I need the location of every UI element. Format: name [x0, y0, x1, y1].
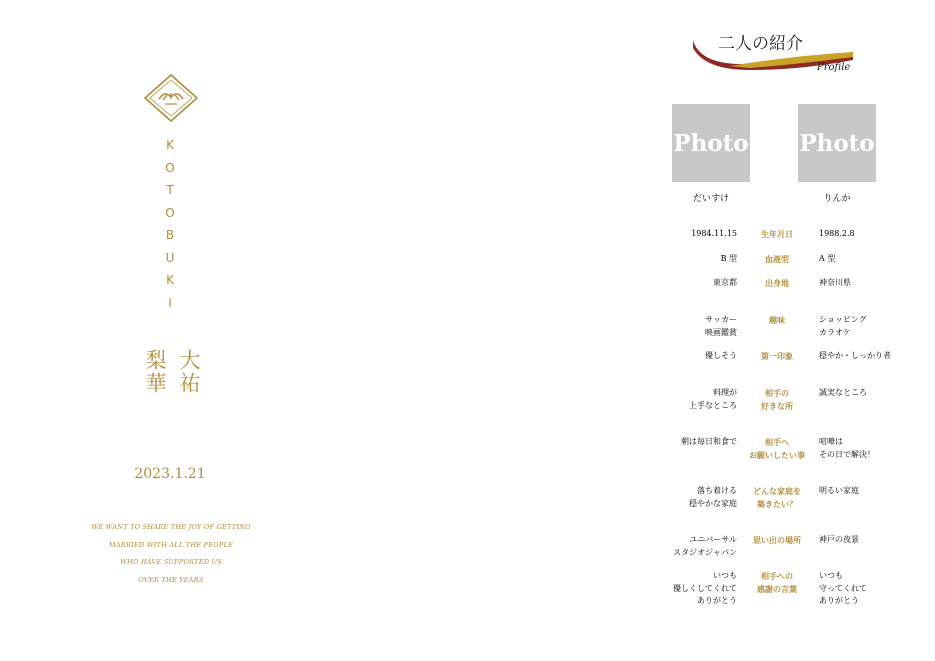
bride-value-line: ありがとう [819, 596, 859, 605]
groom-value-line: 優しくしてくれて [673, 583, 737, 593]
brand-letter: K [166, 273, 174, 287]
row-label-line: 好きな所 [761, 400, 793, 411]
row-label-line: 相手へ [765, 437, 789, 447]
bride-value-line: 神奈川県 [819, 278, 851, 287]
profile-title-banner [690, 26, 860, 76]
profile-row [640, 314, 920, 354]
message-line: MARRIED WITH ALL THE PEOPLE [108, 540, 234, 549]
bride-value [819, 570, 867, 608]
row-label [744, 253, 810, 266]
message-line: OVER THE YEARS [138, 575, 204, 584]
groom-value [681, 436, 737, 449]
groom-value [673, 570, 737, 608]
row-label-line: 感謝の言葉 [757, 583, 797, 594]
row-label [744, 436, 810, 461]
profile-row [640, 436, 920, 476]
groom-value [713, 277, 737, 290]
bride-value-line: 1988.2.8 [819, 229, 855, 238]
bride-value [819, 253, 835, 266]
profile-row [640, 485, 920, 525]
groom-value-line: 落ち着ける [697, 486, 737, 495]
groom-value-line: いつも [713, 571, 737, 580]
row-label [744, 314, 810, 327]
groom-value-line: 朝は毎日和食で [681, 437, 737, 446]
groom-name-kana: だいすけ [692, 194, 729, 204]
brand-letter: O [165, 205, 175, 220]
row-label-line: 血液型 [765, 254, 789, 264]
bride-value-line: A 型 [819, 254, 836, 263]
profile-row [640, 387, 920, 427]
wedding-date: 2023.1.21 [134, 466, 206, 482]
row-label [744, 350, 810, 363]
bride-value [819, 436, 875, 461]
bride-photo-placeholder: Photo [798, 104, 876, 182]
row-label-line: 相手への [761, 571, 793, 581]
bride-value [819, 228, 855, 241]
bride-value-line: 穏やか・しっかり者 [819, 351, 891, 360]
groom-value [721, 253, 737, 266]
groom-value-line: スタジオジャパン [673, 547, 737, 557]
row-label [744, 228, 810, 241]
profile-row [640, 570, 920, 610]
groom-value-line: 東京都 [713, 278, 737, 287]
bride-value [819, 387, 867, 400]
message-block [80, 519, 262, 589]
row-label-line: 思い出の場所 [753, 535, 801, 545]
profile-row [640, 534, 920, 574]
profile-row [640, 277, 920, 317]
brand-letter: B [165, 228, 175, 242]
groom-value [689, 387, 737, 412]
groom-value-line: ユニバーサル [689, 535, 737, 544]
groom-value [691, 228, 737, 241]
groom-value-line: 上手なところ [689, 400, 737, 410]
row-label [744, 387, 810, 412]
brand-letter: I [168, 295, 172, 310]
brand-letter: K [166, 138, 174, 152]
bride-value [819, 350, 891, 363]
brand-letter: U [165, 250, 175, 265]
bride-name-kana: りんか [823, 194, 851, 204]
row-label-line: 出身地 [765, 278, 789, 288]
brand-letter: T [166, 183, 174, 197]
bride-value-line: いつも [819, 571, 843, 580]
bride-value [819, 277, 851, 290]
bride-value-line: 喧嘩は [819, 437, 843, 446]
bride-value-line: 誠実なところ [819, 388, 867, 397]
bride-value-line: カラオケ [819, 327, 851, 337]
groom-value [689, 485, 737, 510]
groom-value-line: 1984.11.15 [691, 229, 737, 238]
row-label-line: 趣味 [769, 315, 785, 325]
brand-letter: O [165, 160, 175, 175]
kotobuki-emblem-icon [143, 73, 199, 123]
bride-value-line: ショッピング [819, 315, 867, 324]
row-label-line: お願いしたい事 [749, 449, 805, 460]
groom-value [705, 314, 737, 339]
profile-row [640, 350, 920, 390]
groom-value-line: 穏やかな家庭 [689, 498, 737, 508]
row-label-line: 築きたい？ [757, 498, 797, 509]
bride-value-line: 神戸の夜景 [819, 535, 859, 544]
groom-photo-placeholder: Photo [672, 104, 750, 182]
row-label [744, 277, 810, 290]
row-label [744, 570, 810, 595]
bride-value-line: その日で解決！ [819, 449, 875, 459]
row-label-line: どんな家庭を [753, 486, 801, 496]
bride-value [819, 534, 859, 547]
brand-vertical [160, 134, 180, 314]
groom-value-line: サッカー [705, 315, 737, 324]
groom-value-line: B 型 [720, 254, 737, 263]
groom-value [705, 350, 737, 363]
groom-name-vertical: 大祐 [177, 349, 201, 395]
row-label-line: 第一印象 [761, 351, 793, 361]
groom-value [673, 534, 737, 559]
bride-value-line: 明るい家庭 [819, 486, 859, 495]
row-label-line: 相手の [765, 388, 789, 398]
bride-name-vertical: 梨華 [143, 349, 167, 395]
groom-value-line: 優しそう [705, 351, 737, 360]
groom-value-line: 料理が [713, 388, 737, 397]
row-label-line: 生年月日 [761, 229, 793, 239]
row-label [744, 485, 810, 510]
bride-value-line: 守ってくれて [819, 583, 867, 593]
row-label [744, 534, 810, 547]
message-line: WE WANT TO SHARE THE JOY OF GETTING [91, 523, 251, 531]
bride-value [819, 485, 859, 498]
groom-value-line: ありがとう [697, 596, 737, 605]
profile-title-en: Profile [817, 62, 851, 73]
groom-value-line: 映画鑑賞 [705, 327, 737, 337]
bride-value [819, 314, 867, 339]
profile-title-jp: 二人の紹介 [718, 34, 803, 54]
message-line: WHO HAVE SUPPORTED US [120, 558, 222, 566]
